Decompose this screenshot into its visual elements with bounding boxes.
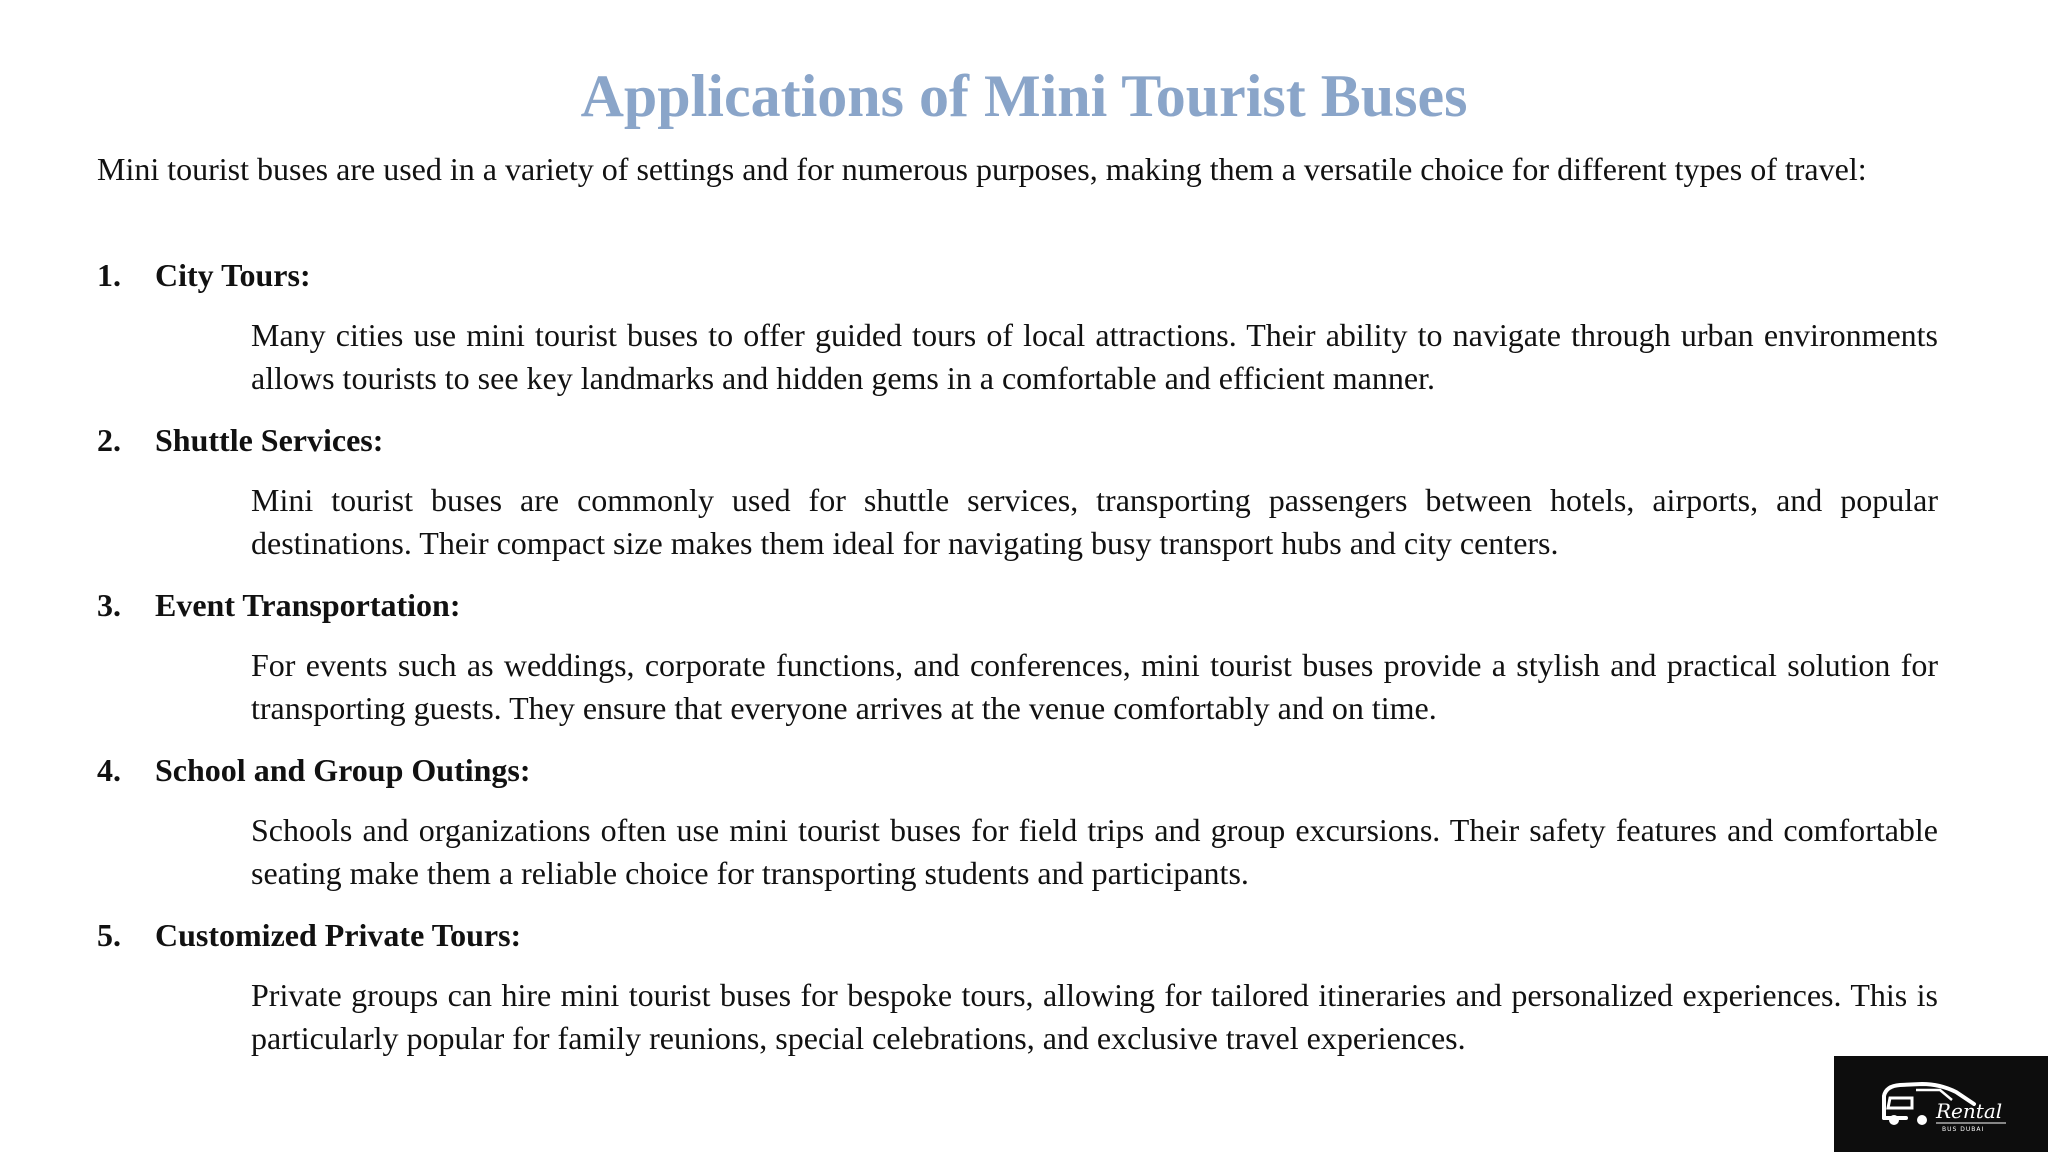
logo-subtext: BUS DUBAI [1942, 1126, 1985, 1132]
list-item-heading [97, 749, 531, 792]
list-item-title: Shuttle Services: [155, 422, 384, 458]
list-item-heading [97, 254, 311, 297]
list-item-heading [97, 584, 461, 627]
list-item-description: Private groups can hire mini tourist buses for bespoke tours, allowing for tailored itineraries and personalized experiences. This is particularly popular for family reunions, special celebrations, and exclusive travel experiences. [251, 977, 1938, 1056]
list-item-description: For events such as weddings, corporate functions, and conferences, mini tourist buses provide a stylish and practical solution for transporting guests. They ensure that everyone arrives at the venue comfortably and on time. [251, 647, 1938, 726]
list-item-number: 4. [97, 752, 121, 788]
list-item-number: 1. [97, 257, 121, 293]
list-item-number: 5. [97, 917, 121, 953]
intro-paragraph: Mini tourist buses are used in a variety of settings and for numerous purposes, making them a versatile choice for different types of travel: [97, 151, 1867, 187]
list-item-number: 3. [97, 587, 121, 623]
list-item-title: Customized Private Tours: [155, 917, 522, 953]
bus-logo-icon [1878, 1078, 2010, 1132]
list-item-description: Many cities use mini tourist buses to offer guided tours of local attractions. Their ability to navigate through urban environments allows tourists to see key landmarks and hidden gems in a comfortable and efficient manner. [251, 317, 1938, 396]
list-item-title: School and Group Outings: [155, 752, 531, 788]
list-item-heading [97, 419, 383, 462]
logo-text: Rental [1936, 1099, 2003, 1123]
list-item-title: City Tours: [155, 257, 311, 293]
list-item-title: Event Transportation: [155, 587, 461, 623]
list-item-description: Schools and organizations often use mini tourist buses for field trips and group excursions. Their safety features and comfortable seating make them a reliable choice for transporting students and participants. [251, 812, 1938, 891]
brand-logo [1834, 1056, 2048, 1152]
list-item-description: Mini tourist buses are commonly used for shuttle services, transporting passengers between hotels, airports, and popular destinations. Their compact size makes them ideal for navigating busy transport hubs and city centers. [251, 482, 1938, 561]
list-item-number: 2. [97, 422, 121, 458]
list-item-heading [97, 914, 521, 957]
page-title: Applications of Mini Tourist Buses [580, 63, 1468, 129]
